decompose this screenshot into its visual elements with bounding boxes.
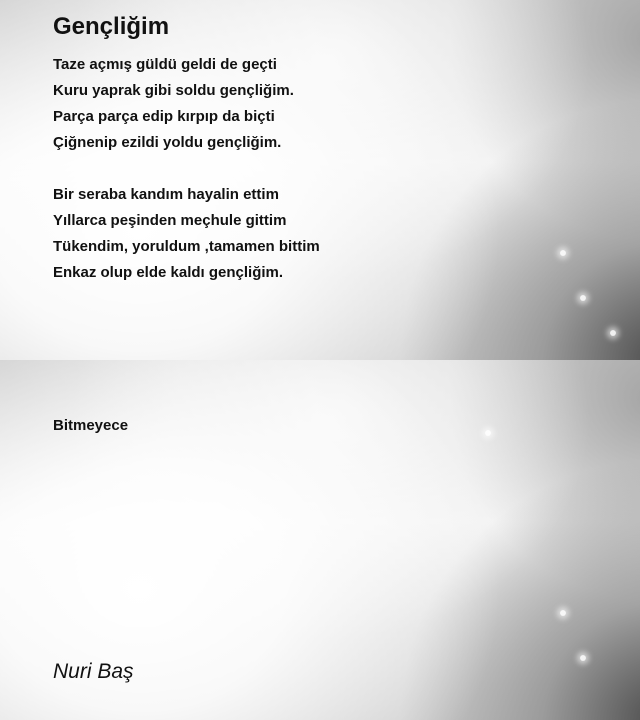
stanza-1: [53, 52, 294, 156]
poem-line: Kuru yaprak gibi soldu gençliğim.: [53, 82, 294, 99]
poem-line: Taze açmış güldü geldi de geçti: [53, 56, 277, 73]
poem-line: Çiğnenip ezildi yoldu gençliğim.: [53, 134, 282, 151]
sparkle-decoration: [580, 655, 586, 661]
poem-author: Nuri Baş: [53, 660, 134, 683]
poem-line: Tükendim, yoruldum ,tamamen bittim: [53, 238, 320, 255]
poem-title: Gençliğim: [53, 13, 170, 40]
sparkle-decoration: [580, 295, 586, 301]
sparkle-decoration: [560, 610, 566, 616]
sparkle-decoration: [610, 330, 616, 336]
poem-line: Bir seraba kandım hayalin ettim: [53, 186, 279, 203]
stanza-2: [53, 182, 320, 286]
sparkle-decoration: [485, 430, 491, 436]
poem-card-bottom: [0, 360, 640, 720]
poem-line: Yıllarca peşinden meçhule gittim: [53, 212, 287, 229]
poem-line: Enkaz olup elde kaldı gençliğim.: [53, 264, 284, 281]
poem-line: Parça parça edip kırpıp da biçti: [53, 108, 275, 125]
sparkle-decoration: [560, 250, 566, 256]
poem-ending: Bitmeyece: [53, 417, 129, 434]
